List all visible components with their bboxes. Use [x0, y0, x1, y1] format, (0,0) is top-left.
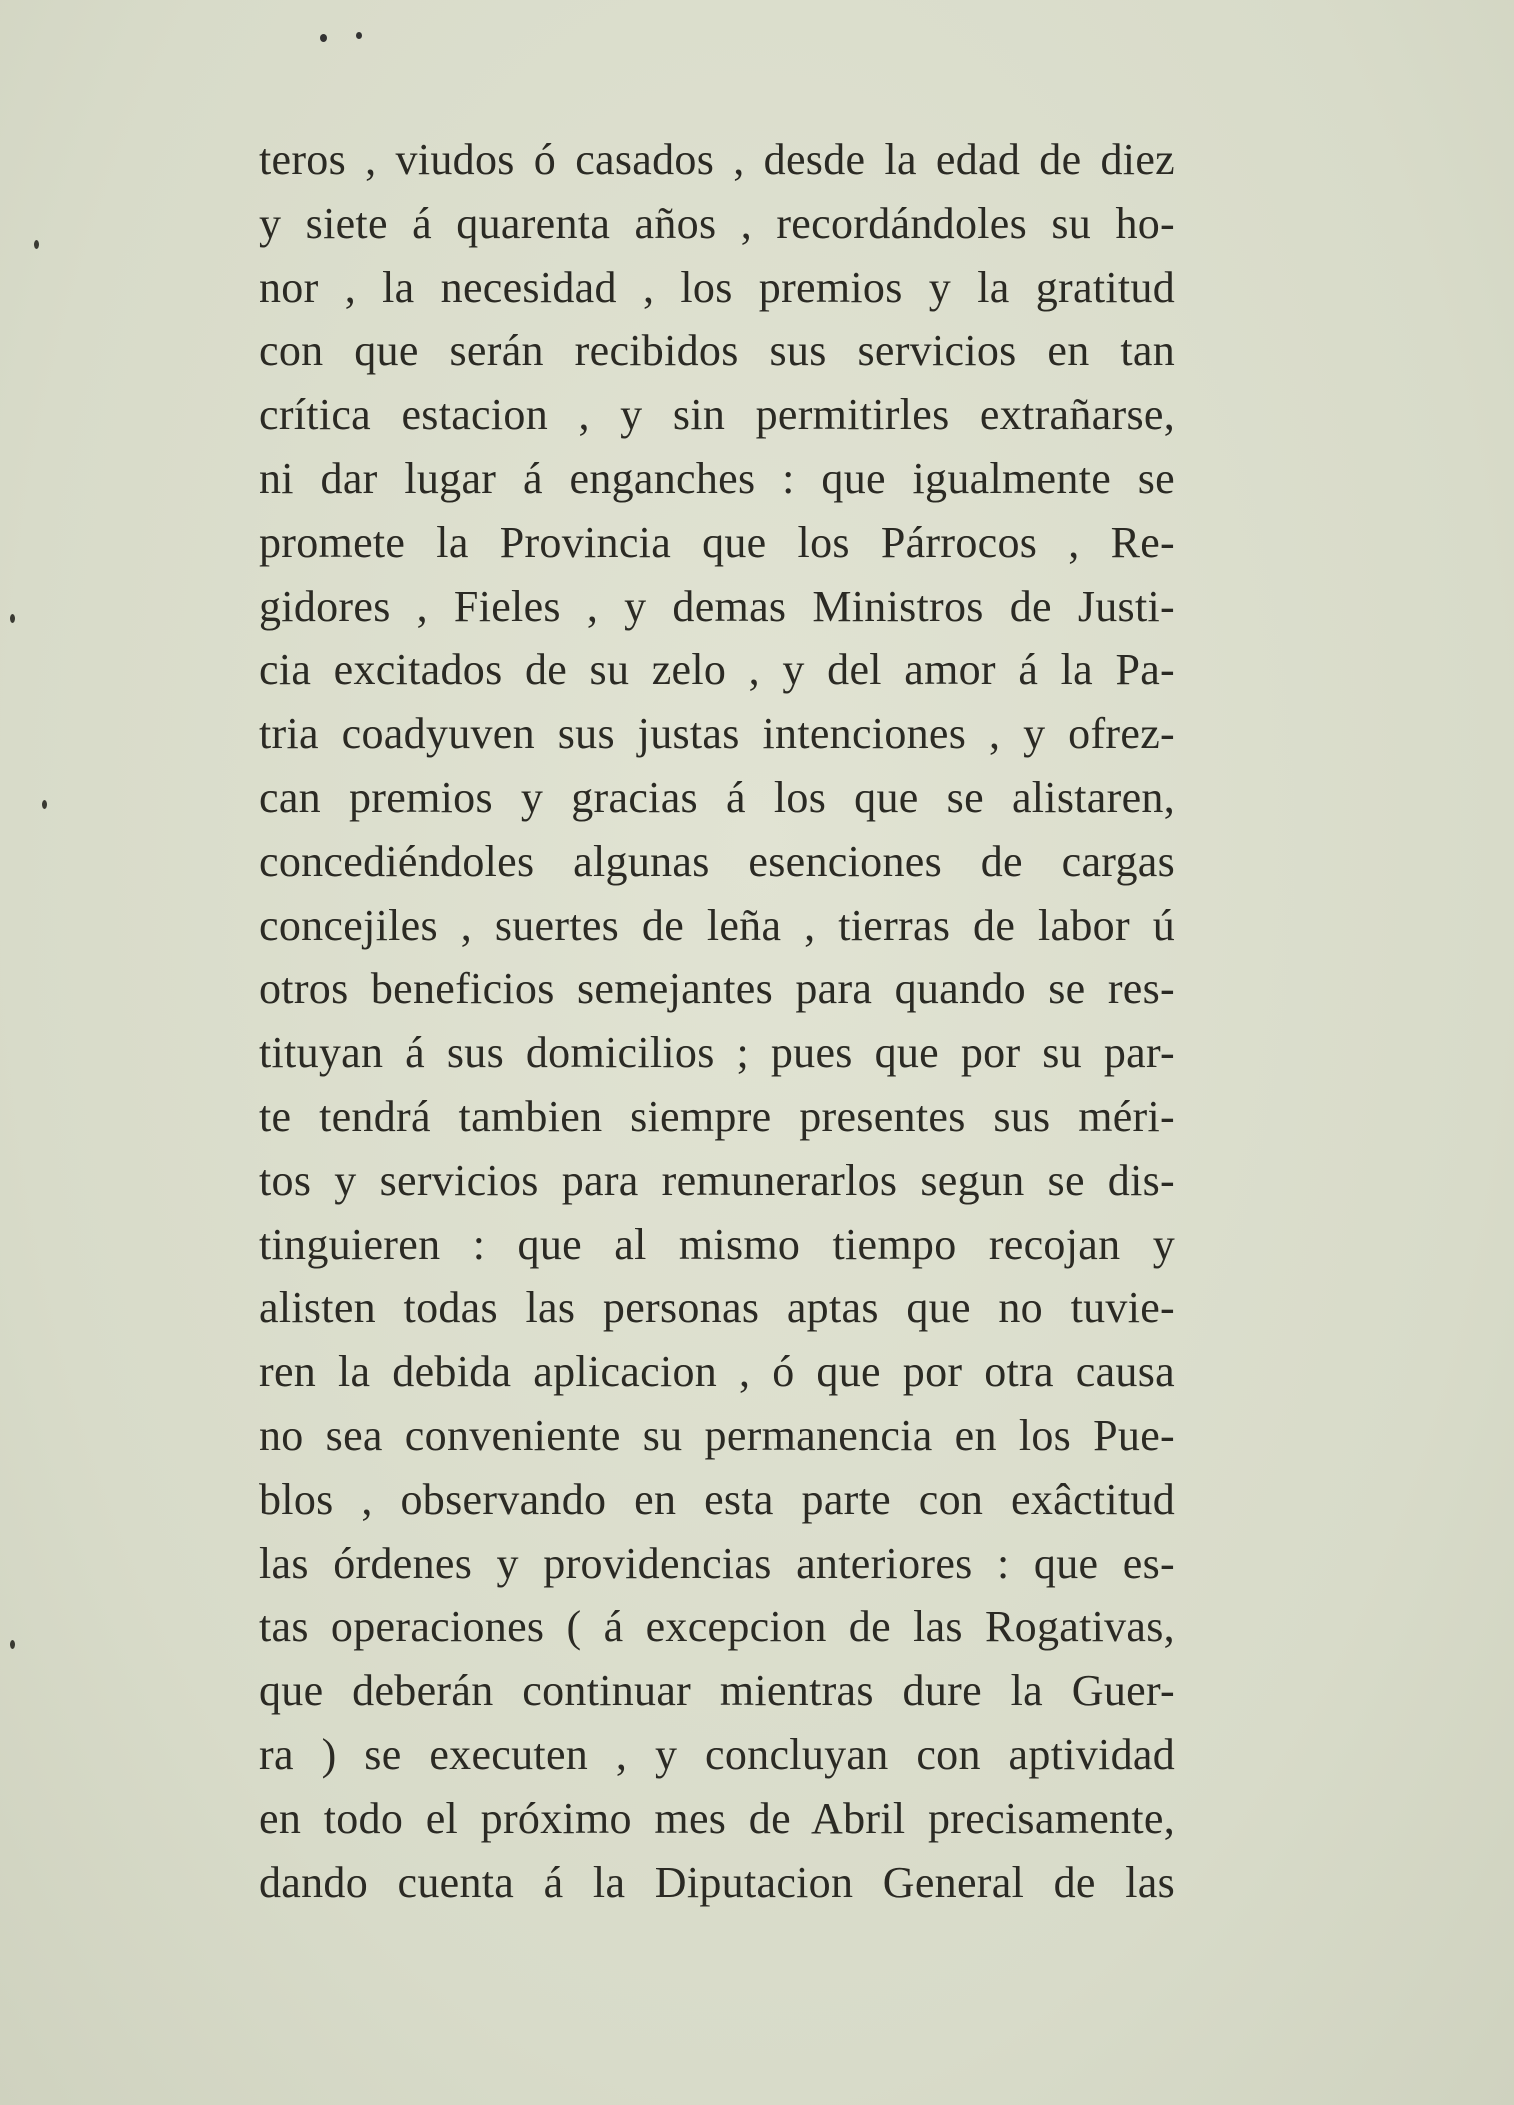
text-line — [259, 575, 1175, 639]
text-line — [259, 1149, 1175, 1213]
text-line — [259, 1532, 1175, 1596]
text-line-content: te tendrá tambien siempre presentes sus méri- — [259, 1091, 1175, 1141]
text-line — [259, 447, 1175, 511]
text-line-content: promete la Provincia que los Párrocos , Re- — [259, 517, 1175, 567]
text-line — [259, 511, 1175, 575]
text-line — [259, 1723, 1175, 1787]
text-line — [259, 128, 1175, 192]
text-line-content: can premios y gracias á los que se alistaren, — [259, 772, 1175, 822]
text-line — [259, 1468, 1175, 1532]
text-line-content: tituyan á sus domicilios ; pues que por su par- — [259, 1028, 1175, 1078]
text-line-content: crítica estacion , y sin permitirles extrañarse, — [259, 390, 1175, 440]
text-line-content: no sea conveniente su permanencia en los Pue- — [259, 1410, 1175, 1460]
text-line — [259, 957, 1175, 1021]
ink-speck — [356, 32, 362, 39]
margin-mark — [42, 800, 47, 809]
text-line-content: nor , la necesidad , los premios y la gratitud — [259, 262, 1175, 312]
text-line-content: blos , observando en esta parte con exâctitud — [259, 1474, 1175, 1524]
text-line-content: concediéndoles algunas esenciones de cargas — [259, 836, 1175, 886]
text-line — [259, 1213, 1175, 1277]
text-line — [259, 1595, 1175, 1659]
text-line-content: dando cuenta á la Diputacion General de las — [259, 1857, 1175, 1907]
margin-mark — [34, 240, 39, 249]
text-line-content: ni dar lugar á enganches : que igualmente se — [259, 453, 1175, 503]
text-line-content: ren la debida aplicacion , ó que por otra causa — [259, 1347, 1175, 1397]
text-line-content: tos y servicios para remunerarlos segun se dis- — [259, 1155, 1175, 1205]
text-line-content: ra ) se executen , y concluyan con aptividad — [259, 1729, 1175, 1779]
text-line — [259, 192, 1175, 256]
text-line-content: tinguieren : que al mismo tiempo recojan y — [259, 1219, 1175, 1269]
text-line-content: con que serán recibidos sus servicios en tan — [259, 326, 1175, 376]
document-body — [259, 128, 1175, 1914]
text-line — [259, 894, 1175, 958]
text-line — [259, 1787, 1175, 1851]
text-line-content: concejiles , suertes de leña , tierras de labor ú — [259, 900, 1175, 950]
text-line-content: tas operaciones ( á excepcion de las Rogativas, — [259, 1602, 1175, 1652]
text-line — [259, 638, 1175, 702]
text-line — [259, 383, 1175, 447]
text-line — [259, 702, 1175, 766]
text-line — [259, 1851, 1175, 1915]
text-line — [259, 1085, 1175, 1149]
ink-speck — [320, 34, 327, 42]
text-line-content: teros , viudos ó casados , desde la edad de diez — [259, 135, 1175, 184]
text-line-content: tria coadyuven sus justas intenciones , y ofrez- — [259, 709, 1175, 759]
text-line-content: alisten todas las personas aptas que no tuvie- — [259, 1283, 1175, 1333]
text-line-content: en todo el próximo mes de Abril precisamente, — [259, 1793, 1175, 1843]
text-line — [259, 1404, 1175, 1468]
margin-mark — [10, 614, 15, 623]
text-line-content: las órdenes y providencias anteriores : que es- — [259, 1538, 1175, 1588]
text-line — [259, 1276, 1175, 1340]
text-line-content: y siete á quarenta años , recordándoles su ho- — [259, 198, 1175, 248]
text-line-content: que deberán continuar mientras dure la Guer- — [259, 1666, 1175, 1716]
text-line — [259, 1340, 1175, 1404]
text-line — [259, 766, 1175, 830]
text-line-content: cia excitados de su zelo , y del amor á la Pa- — [259, 645, 1175, 695]
text-line — [259, 256, 1175, 320]
text-line — [259, 1659, 1175, 1723]
margin-mark — [10, 1640, 15, 1649]
text-line — [259, 1021, 1175, 1085]
text-line — [259, 319, 1175, 383]
text-line-content: otros beneficios semejantes para quando se res- — [259, 964, 1175, 1014]
text-line — [259, 830, 1175, 894]
text-line-content: gidores , Fieles , y demas Ministros de Justi- — [259, 581, 1175, 631]
